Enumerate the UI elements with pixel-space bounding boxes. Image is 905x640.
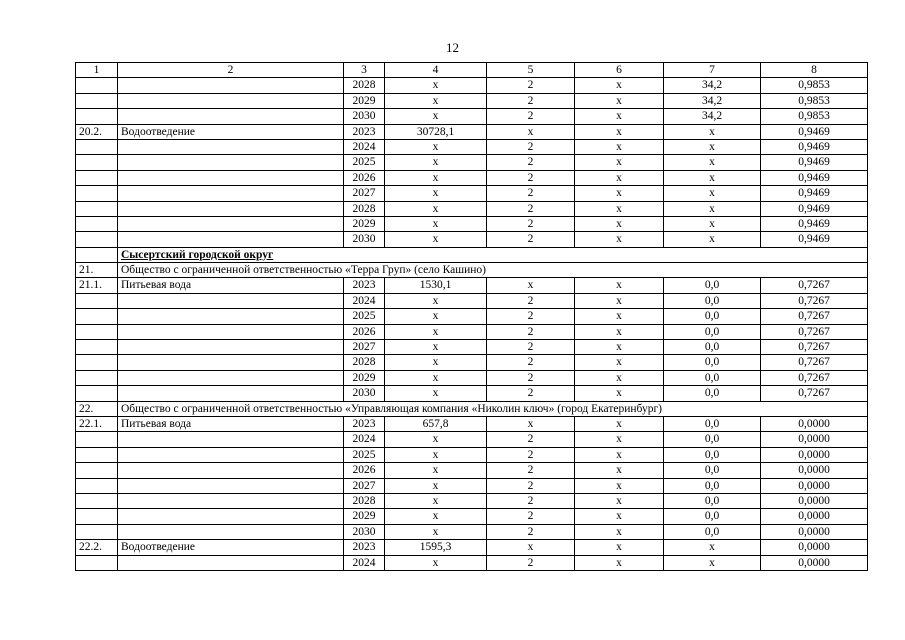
table-row xyxy=(76,216,868,231)
col6-cell: х xyxy=(575,555,664,570)
col8-cell: 0,9469 xyxy=(761,155,868,170)
col6-cell: х xyxy=(575,324,664,339)
value-cell: х xyxy=(385,216,487,231)
col5-cell: 2 xyxy=(487,370,575,385)
col5-cell: 2 xyxy=(487,170,575,185)
col6-cell: х xyxy=(575,293,664,308)
table-row xyxy=(76,432,868,447)
col8-cell: 0,9469 xyxy=(761,170,868,185)
col6-cell: х xyxy=(575,478,664,493)
col6-cell: х xyxy=(575,109,664,124)
item-name-cell xyxy=(118,170,344,185)
item-name-cell xyxy=(118,309,344,324)
col7-cell: 0,0 xyxy=(664,386,761,401)
item-number-cell xyxy=(76,216,118,231)
col7-cell: х xyxy=(664,186,761,201)
table-row xyxy=(76,355,868,370)
table-row xyxy=(76,524,868,539)
col8-cell: 0,9469 xyxy=(761,186,868,201)
table-row xyxy=(76,78,868,93)
table-row xyxy=(76,155,868,170)
item-number-cell xyxy=(76,139,118,154)
table-row xyxy=(76,232,868,247)
col5-cell: 2 xyxy=(487,216,575,231)
col6-cell: х xyxy=(575,201,664,216)
item-number-cell: 22.2. xyxy=(76,540,118,555)
item-name-cell xyxy=(118,232,344,247)
header-cell: 1 xyxy=(76,63,118,78)
col5-cell: 2 xyxy=(487,478,575,493)
col7-cell: 0,0 xyxy=(664,370,761,385)
col5-cell: 2 xyxy=(487,509,575,524)
col5-cell: 2 xyxy=(487,309,575,324)
table-row xyxy=(76,493,868,508)
col5-cell: 2 xyxy=(487,324,575,339)
col6-cell: х xyxy=(575,463,664,478)
col7-cell: 0,0 xyxy=(664,340,761,355)
item-name-cell: Питьевая вода xyxy=(118,278,344,293)
col6-cell: х xyxy=(575,493,664,508)
col8-cell: 0,0000 xyxy=(761,524,868,539)
value-cell: х xyxy=(385,478,487,493)
col7-cell: х xyxy=(664,232,761,247)
col5-cell: 2 xyxy=(487,524,575,539)
item-name-cell xyxy=(118,139,344,154)
item-name-cell xyxy=(118,186,344,201)
col6-cell: х xyxy=(575,186,664,201)
col6-cell: х xyxy=(575,139,664,154)
col6-cell: х xyxy=(575,447,664,462)
col7-cell: 0,0 xyxy=(664,509,761,524)
section-title: Сысертский городской округ xyxy=(118,247,868,262)
col8-cell: 0,9469 xyxy=(761,232,868,247)
col5-cell: 2 xyxy=(487,93,575,108)
value-cell: х xyxy=(385,432,487,447)
col6-cell: х xyxy=(575,340,664,355)
col7-cell: 0,0 xyxy=(664,478,761,493)
col8-cell: 0,0000 xyxy=(761,463,868,478)
col6-cell: х xyxy=(575,524,664,539)
value-cell: 1595,3 xyxy=(385,540,487,555)
table-row xyxy=(76,124,868,139)
empty-cell xyxy=(76,247,118,262)
col5-cell: 2 xyxy=(487,555,575,570)
table-row xyxy=(76,170,868,185)
item-number-cell xyxy=(76,555,118,570)
year-cell: 2023 xyxy=(344,540,385,555)
col5-cell: 2 xyxy=(487,232,575,247)
col5-cell: 2 xyxy=(487,109,575,124)
item-name-cell xyxy=(118,324,344,339)
col5-cell: х xyxy=(487,540,575,555)
year-cell: 2025 xyxy=(344,447,385,462)
item-number-cell xyxy=(76,155,118,170)
item-name-cell xyxy=(118,201,344,216)
col6-cell: х xyxy=(575,278,664,293)
col6-cell: х xyxy=(575,124,664,139)
item-name-cell: Водоотведение xyxy=(118,540,344,555)
value-cell: х xyxy=(385,324,487,339)
year-cell: 2028 xyxy=(344,78,385,93)
col8-cell: 0,7267 xyxy=(761,386,868,401)
col6-cell: х xyxy=(575,170,664,185)
col7-cell: 0,0 xyxy=(664,355,761,370)
col8-cell: 0,0000 xyxy=(761,555,868,570)
header-cell: 8 xyxy=(761,63,868,78)
value-cell: х xyxy=(385,463,487,478)
col6-cell: х xyxy=(575,355,664,370)
value-cell: х xyxy=(385,493,487,508)
col7-cell: х xyxy=(664,540,761,555)
value-cell: х xyxy=(385,447,487,462)
col7-cell: 0,0 xyxy=(664,463,761,478)
col7-cell: х xyxy=(664,139,761,154)
year-cell: 2028 xyxy=(344,493,385,508)
item-name-cell xyxy=(118,340,344,355)
col8-cell: 0,0000 xyxy=(761,478,868,493)
value-cell: 30728,1 xyxy=(385,124,487,139)
item-name-cell: Питьевая вода xyxy=(118,416,344,431)
item-name-cell xyxy=(118,509,344,524)
item-number-cell xyxy=(76,340,118,355)
col7-cell: 34,2 xyxy=(664,93,761,108)
col7-cell: 0,0 xyxy=(664,416,761,431)
year-cell: 2026 xyxy=(344,324,385,339)
table-row xyxy=(76,401,868,416)
col8-cell: 0,9853 xyxy=(761,93,868,108)
col5-cell: 2 xyxy=(487,463,575,478)
item-name-cell xyxy=(118,109,344,124)
item-number-cell xyxy=(76,309,118,324)
table-row xyxy=(76,293,868,308)
col6-cell: х xyxy=(575,416,664,431)
col7-cell: х xyxy=(664,555,761,570)
table-row xyxy=(76,278,868,293)
col8-cell: 0,0000 xyxy=(761,432,868,447)
table-row xyxy=(76,93,868,108)
col5-cell: 2 xyxy=(487,447,575,462)
item-number-cell xyxy=(76,170,118,185)
col6-cell: х xyxy=(575,370,664,385)
year-cell: 2028 xyxy=(344,201,385,216)
table-body xyxy=(76,78,868,571)
year-cell: 2030 xyxy=(344,386,385,401)
col7-cell: х xyxy=(664,124,761,139)
year-cell: 2024 xyxy=(344,432,385,447)
item-name-cell xyxy=(118,478,344,493)
item-number-cell xyxy=(76,493,118,508)
item-number-cell xyxy=(76,186,118,201)
header-cell: 6 xyxy=(575,63,664,78)
value-cell: х xyxy=(385,386,487,401)
item-name-cell xyxy=(118,447,344,462)
header-row xyxy=(76,63,868,78)
col5-cell: 2 xyxy=(487,139,575,154)
col5-cell: 2 xyxy=(487,340,575,355)
item-name-cell xyxy=(118,93,344,108)
item-number-cell xyxy=(76,463,118,478)
table-row xyxy=(76,309,868,324)
header-cell: 3 xyxy=(344,63,385,78)
col8-cell: 0,7267 xyxy=(761,340,868,355)
item-name-cell xyxy=(118,463,344,478)
year-cell: 2026 xyxy=(344,463,385,478)
year-cell: 2030 xyxy=(344,232,385,247)
year-cell: 2023 xyxy=(344,416,385,431)
value-cell: х xyxy=(385,309,487,324)
col5-cell: 2 xyxy=(487,155,575,170)
item-number-cell: 21.1. xyxy=(76,278,118,293)
col6-cell: х xyxy=(575,93,664,108)
item-number-cell xyxy=(76,370,118,385)
col7-cell: 0,0 xyxy=(664,493,761,508)
table-row xyxy=(76,478,868,493)
item-name-cell xyxy=(118,432,344,447)
table-row xyxy=(76,463,868,478)
table-row xyxy=(76,247,868,262)
col6-cell: х xyxy=(575,155,664,170)
tariff-table xyxy=(75,62,868,571)
col8-cell: 0,9469 xyxy=(761,201,868,216)
year-cell: 2029 xyxy=(344,93,385,108)
year-cell: 2023 xyxy=(344,124,385,139)
item-number-cell xyxy=(76,386,118,401)
header-cell: 4 xyxy=(385,63,487,78)
col8-cell: 0,0000 xyxy=(761,540,868,555)
col7-cell: 0,0 xyxy=(664,447,761,462)
col8-cell: 0,7267 xyxy=(761,278,868,293)
col7-cell: х xyxy=(664,201,761,216)
col5-cell: х xyxy=(487,124,575,139)
year-cell: 2024 xyxy=(344,555,385,570)
col5-cell: 2 xyxy=(487,432,575,447)
org-number: 22. xyxy=(76,401,118,416)
col8-cell: 0,9469 xyxy=(761,216,868,231)
year-cell: 2029 xyxy=(344,370,385,385)
col8-cell: 0,7267 xyxy=(761,355,868,370)
item-number-cell xyxy=(76,201,118,216)
value-cell: 657,8 xyxy=(385,416,487,431)
value-cell: х xyxy=(385,109,487,124)
page-number: 12 xyxy=(446,40,459,55)
org-number: 21. xyxy=(76,263,118,278)
item-name-cell xyxy=(118,78,344,93)
item-number-cell: 20.2. xyxy=(76,124,118,139)
table-row xyxy=(76,386,868,401)
value-cell: х xyxy=(385,509,487,524)
item-number-cell xyxy=(76,324,118,339)
col8-cell: 0,0000 xyxy=(761,509,868,524)
col8-cell: 0,7267 xyxy=(761,370,868,385)
col5-cell: 2 xyxy=(487,355,575,370)
table-row xyxy=(76,540,868,555)
col7-cell: х xyxy=(664,155,761,170)
table-row xyxy=(76,416,868,431)
year-cell: 2024 xyxy=(344,139,385,154)
col8-cell: 0,9853 xyxy=(761,78,868,93)
item-name-cell xyxy=(118,493,344,508)
year-cell: 2026 xyxy=(344,170,385,185)
item-number-cell xyxy=(76,447,118,462)
col8-cell: 0,0000 xyxy=(761,493,868,508)
col8-cell: 0,9469 xyxy=(761,139,868,154)
value-cell: х xyxy=(385,355,487,370)
value-cell: х xyxy=(385,232,487,247)
item-name-cell xyxy=(118,524,344,539)
col7-cell: 0,0 xyxy=(664,293,761,308)
year-cell: 2024 xyxy=(344,293,385,308)
col7-cell: 0,0 xyxy=(664,278,761,293)
table-row xyxy=(76,109,868,124)
table-row xyxy=(76,555,868,570)
header-cell: 2 xyxy=(118,63,344,78)
item-name-cell xyxy=(118,293,344,308)
value-cell: 1530,1 xyxy=(385,278,487,293)
year-cell: 2027 xyxy=(344,186,385,201)
value-cell: х xyxy=(385,293,487,308)
col7-cell: х xyxy=(664,216,761,231)
year-cell: 2023 xyxy=(344,278,385,293)
table-row xyxy=(76,370,868,385)
item-name-cell xyxy=(118,216,344,231)
item-number-cell xyxy=(76,355,118,370)
table-row xyxy=(76,139,868,154)
year-cell: 2030 xyxy=(344,524,385,539)
col5-cell: х xyxy=(487,416,575,431)
item-number-cell xyxy=(76,109,118,124)
org-name: Общество с ограниченной ответственностью «Терра Груп» (село Кашино) xyxy=(118,263,868,278)
item-name-cell xyxy=(118,155,344,170)
table-row xyxy=(76,447,868,462)
col7-cell: 0,0 xyxy=(664,309,761,324)
col6-cell: х xyxy=(575,232,664,247)
value-cell: х xyxy=(385,524,487,539)
col8-cell: 0,0000 xyxy=(761,447,868,462)
table-row xyxy=(76,340,868,355)
value-cell: х xyxy=(385,201,487,216)
item-number-cell xyxy=(76,293,118,308)
col5-cell: х xyxy=(487,278,575,293)
value-cell: х xyxy=(385,78,487,93)
col5-cell: 2 xyxy=(487,493,575,508)
col6-cell: х xyxy=(575,216,664,231)
item-name-cell xyxy=(118,555,344,570)
col6-cell: х xyxy=(575,309,664,324)
item-name-cell: Водоотведение xyxy=(118,124,344,139)
col6-cell: х xyxy=(575,78,664,93)
col7-cell: х xyxy=(664,170,761,185)
year-cell: 2029 xyxy=(344,216,385,231)
header-cell: 5 xyxy=(487,63,575,78)
col5-cell: 2 xyxy=(487,201,575,216)
item-number-cell xyxy=(76,93,118,108)
col7-cell: 34,2 xyxy=(664,109,761,124)
table-row xyxy=(76,263,868,278)
col6-cell: х xyxy=(575,540,664,555)
col6-cell: х xyxy=(575,509,664,524)
item-name-cell xyxy=(118,386,344,401)
table-row xyxy=(76,201,868,216)
col7-cell: 0,0 xyxy=(664,524,761,539)
col5-cell: 2 xyxy=(487,78,575,93)
item-name-cell xyxy=(118,355,344,370)
value-cell: х xyxy=(385,139,487,154)
col8-cell: 0,0000 xyxy=(761,416,868,431)
org-name: Общество с ограниченной ответственностью «Управляющая компания «Николин ключ» (город Екатеринбург) xyxy=(118,401,868,416)
col5-cell: 2 xyxy=(487,386,575,401)
year-cell: 2028 xyxy=(344,355,385,370)
item-number-cell xyxy=(76,524,118,539)
item-number-cell xyxy=(76,509,118,524)
value-cell: х xyxy=(385,555,487,570)
col8-cell: 0,7267 xyxy=(761,309,868,324)
table-row xyxy=(76,509,868,524)
value-cell: х xyxy=(385,155,487,170)
value-cell: х xyxy=(385,370,487,385)
col8-cell: 0,9469 xyxy=(761,124,868,139)
col7-cell: 34,2 xyxy=(664,78,761,93)
col6-cell: х xyxy=(575,386,664,401)
col7-cell: 0,0 xyxy=(664,324,761,339)
year-cell: 2025 xyxy=(344,155,385,170)
item-number-cell: 22.1. xyxy=(76,416,118,431)
year-cell: 2030 xyxy=(344,109,385,124)
col5-cell: 2 xyxy=(487,293,575,308)
item-number-cell xyxy=(76,432,118,447)
item-number-cell xyxy=(76,78,118,93)
year-cell: 2029 xyxy=(344,509,385,524)
value-cell: х xyxy=(385,186,487,201)
col8-cell: 0,7267 xyxy=(761,293,868,308)
item-name-cell xyxy=(118,370,344,385)
year-cell: 2027 xyxy=(344,478,385,493)
header-cell: 7 xyxy=(664,63,761,78)
year-cell: 2025 xyxy=(344,309,385,324)
item-number-cell xyxy=(76,478,118,493)
col5-cell: 2 xyxy=(487,186,575,201)
value-cell: х xyxy=(385,170,487,185)
col8-cell: 0,9853 xyxy=(761,109,868,124)
table-row xyxy=(76,186,868,201)
col7-cell: 0,0 xyxy=(664,432,761,447)
table-row xyxy=(76,324,868,339)
item-number-cell xyxy=(76,232,118,247)
value-cell: х xyxy=(385,340,487,355)
col8-cell: 0,7267 xyxy=(761,324,868,339)
year-cell: 2027 xyxy=(344,340,385,355)
col6-cell: х xyxy=(575,432,664,447)
value-cell: х xyxy=(385,93,487,108)
